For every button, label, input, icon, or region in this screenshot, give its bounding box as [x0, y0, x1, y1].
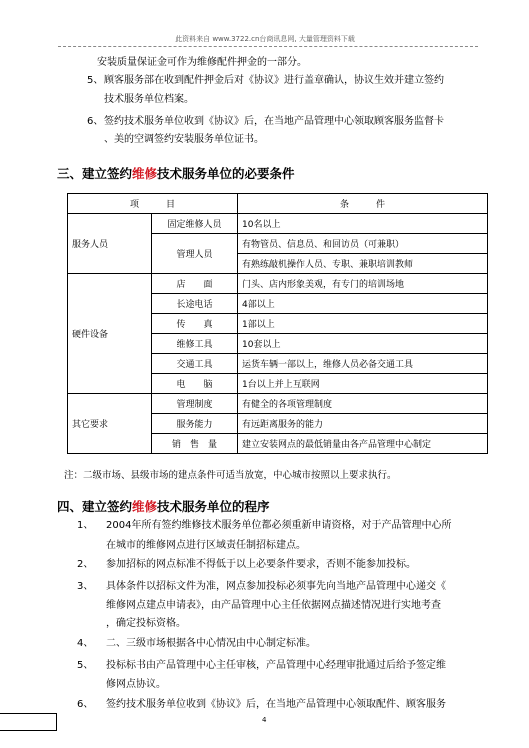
item-name: 店 面 — [152, 274, 238, 294]
item-number: 5、 — [87, 75, 104, 86]
item-text: 维修网点建点申请表》，由产品管理中心主任依据网点描述情况进行实地考查 — [106, 600, 441, 611]
item-number: 6、 — [77, 699, 94, 710]
item-name: 长途电话 — [152, 294, 238, 314]
condition-cell: 1部以上 — [238, 314, 488, 334]
item-text: 技术服务单位档案。 — [104, 94, 194, 105]
item-number: 5、 — [77, 660, 94, 671]
heading-highlight: 维修 — [132, 166, 158, 181]
item-number: 6、 — [87, 116, 104, 127]
item-name: 管理制度 — [152, 394, 238, 414]
condition-cell: 有物管员、信息员、和回访员（可兼职） — [238, 234, 488, 254]
item-text: 顾客服务部在收到配件押金后对《协议》进行盖章确认，协议生效并建立签约 — [104, 75, 444, 86]
condition-cell: 建立安装网点的最低销量由各产品管理中心制定 — [238, 434, 488, 454]
condition-cell: 运货车辆一部以上，维修人员必备交通工具 — [238, 354, 488, 374]
condition-cell: 4部以上 — [238, 294, 488, 314]
section-heading — [57, 164, 295, 182]
table-row — [68, 394, 488, 414]
header-condition: 条 件 — [238, 194, 488, 214]
item-name: 维修工具 — [152, 334, 238, 354]
condition-cell: 有远距离服务的能力 — [238, 414, 488, 434]
condition-cell: 1台以上并上互联网 — [238, 374, 488, 394]
section-heading — [57, 497, 270, 515]
item-text: ，确定投标资格。 — [106, 618, 186, 629]
header-rule — [58, 46, 478, 47]
group-name: 硬件设备 — [68, 274, 152, 394]
condition-cell: 有健全的各项管理制度 — [238, 394, 488, 414]
condition-cell: 10名以上 — [238, 214, 488, 234]
item-text: 、美的空调签约安装服务单位证书。 — [104, 134, 264, 145]
heading-suffix: 技术服务单位的必要条件 — [157, 166, 295, 181]
item-text: 具体条件以招标文件为准，网点参加投标必须事先向当地产品管理中心递交《 — [106, 581, 446, 592]
heading-prefix: 四、建立签约 — [57, 499, 133, 514]
item-name: 销 售 量 — [152, 434, 238, 454]
page-header: 此资料来自 www.3722.cn台商讯息网, 大量管理资料下载 — [175, 35, 355, 43]
item-number: 1、 — [77, 520, 94, 531]
condition-cell: 有熟练敲机操作人员、专职、兼职培训教师 — [238, 254, 488, 274]
group-name: 服务人员 — [68, 214, 152, 274]
table-note: 注：二级市场、县级市场的建点条件可适当放宽，中心城市按照以上要求执行。 — [64, 470, 397, 481]
item-text: 在城市的维修网点进行区域责任制招标建点。 — [106, 540, 306, 551]
item-name: 电 脑 — [152, 374, 238, 394]
item-text: 参加招标的网点标准不得低于以上必要条件要求，否则不能参加投标。 — [106, 559, 416, 570]
table-row — [68, 214, 488, 234]
item-name: 传 真 — [152, 314, 238, 334]
group-name: 其它要求 — [68, 394, 152, 454]
heading-highlight: 维修 — [132, 499, 158, 514]
page-number: 4 — [262, 716, 267, 724]
item-name: 服务能力 — [152, 414, 238, 434]
item-text: 二、三级市场根据各中心情况由中心制定标准。 — [106, 638, 316, 649]
heading-prefix: 三、建立签约 — [57, 166, 133, 181]
item-text: 投标标书由产品管理中心主任审核，产品管理中心经理审批通过后给予签定维 — [106, 660, 446, 671]
item-number: 2、 — [77, 559, 94, 570]
footer-box — [0, 713, 57, 731]
item-text: 签约技术服务单位收到《协议》后，在当地产品管理中心领取配件、顾客服务 — [106, 699, 446, 710]
requirements-table — [67, 193, 488, 454]
item-text: 2004年所有签约维修技术服务单位都必须重新申请资格，对于产品管理中心所 — [106, 520, 452, 531]
item-text: 修网点协议。 — [106, 679, 166, 690]
item-continued: 安装质量保证金可作为维修配件押金的一部分。 — [97, 57, 307, 68]
table-row — [68, 274, 488, 294]
item-number: 3、 — [77, 581, 94, 592]
condition-cell: 10套以上 — [238, 334, 488, 354]
condition-cell: 门头、店内形象美观，有专门的培训场地 — [238, 274, 488, 294]
item-name: 固定维修人员 — [152, 214, 238, 234]
item-name: 管理人员 — [152, 234, 238, 274]
heading-suffix: 技术服务单位的程序 — [157, 499, 270, 514]
header-item: 项 目 — [68, 194, 238, 214]
table-header-row — [68, 194, 488, 214]
item-text: 签约技术服务单位收到《协议》后，在当地产品管理中心领取顾客服务监督卡 — [104, 116, 444, 127]
item-number: 4、 — [77, 638, 94, 649]
item-name: 交通工具 — [152, 354, 238, 374]
